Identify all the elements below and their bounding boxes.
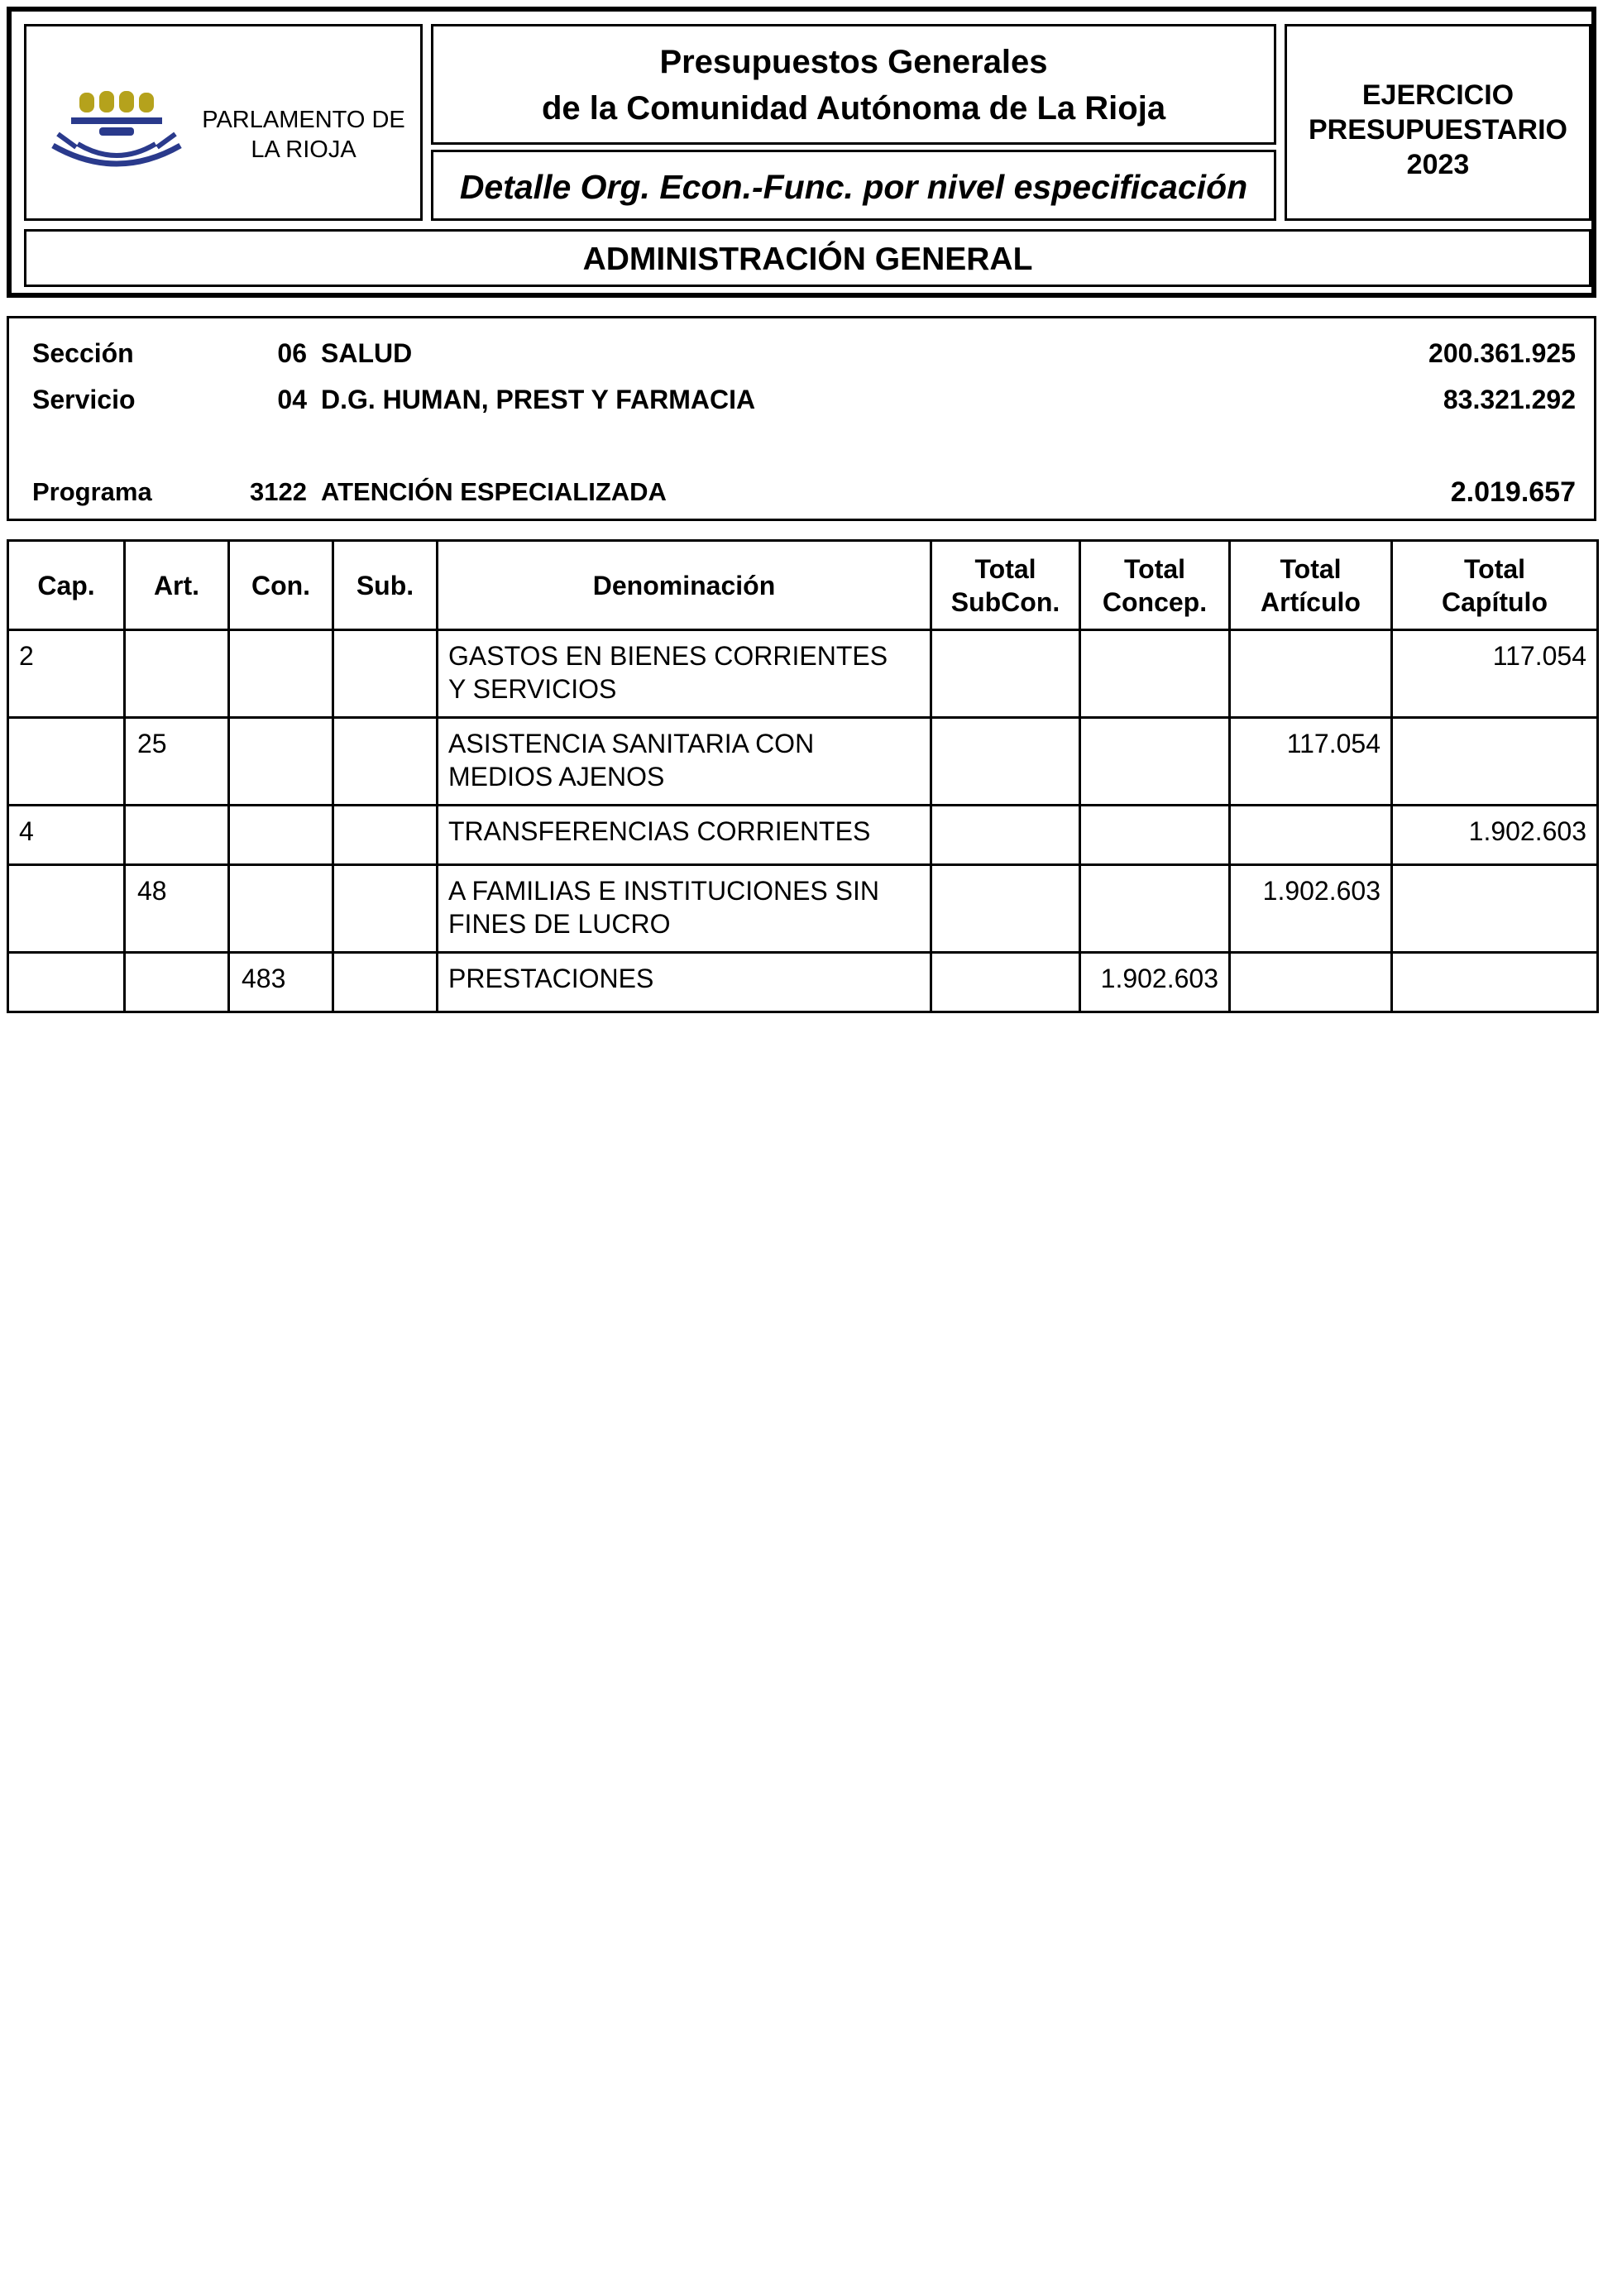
denominacion-line2: FINES DE LUCRO xyxy=(448,909,671,939)
cell-total-articulo xyxy=(1230,953,1392,1012)
denominacion-line2: MEDIOS AJENOS xyxy=(448,762,665,792)
fiscal-year-panel xyxy=(1285,24,1591,221)
servicio-name: D.G. HUMAN, PREST Y FARMACIA xyxy=(321,385,756,414)
title-line1: Presupuestos Generales xyxy=(659,44,1048,80)
cell-sub xyxy=(333,865,438,953)
denominacion-line1: GASTOS EN BIENES CORRIENTES xyxy=(448,641,888,671)
col-header-total-capitulo xyxy=(1392,541,1598,630)
table-row xyxy=(8,806,1598,865)
denominacion-line2: Y SERVICIOS xyxy=(448,674,617,704)
col-header-sub: Sub. xyxy=(333,541,438,630)
seccion-code: 06 xyxy=(277,338,307,368)
col-header-total-capitulo-line1: Total xyxy=(1463,553,1526,584)
servicio-row xyxy=(9,381,1594,418)
cell-con xyxy=(229,806,333,865)
cell-cap: 2 xyxy=(8,630,125,718)
denominacion-line1: PRESTACIONES xyxy=(448,964,654,993)
fiscal-year-value: 2023 xyxy=(1406,149,1470,180)
cell-total-articulo xyxy=(1230,806,1392,865)
cell-denominacion xyxy=(438,806,931,865)
cell-total-capitulo: 117.054 xyxy=(1392,630,1598,718)
col-header-total-articulo-line1: Total xyxy=(1280,553,1342,584)
seccion-row xyxy=(9,335,1594,371)
document-header xyxy=(7,7,1596,298)
col-header-con: Con. xyxy=(229,541,333,630)
table-row xyxy=(8,953,1598,1012)
cell-denominacion xyxy=(438,953,931,1012)
administration-panel xyxy=(24,229,1591,287)
cell-con xyxy=(229,718,333,806)
cell-sub xyxy=(333,953,438,1012)
cell-con: 483 xyxy=(229,953,333,1012)
report-subtitle: Detalle Org. Econ.-Func. por nivel especificación xyxy=(459,168,1248,206)
cell-art xyxy=(125,630,229,718)
seccion-label: Sección xyxy=(32,338,134,368)
col-header-total-concep-line1: Total xyxy=(1123,553,1186,584)
servicio-code: 04 xyxy=(277,385,307,414)
seccion-name: SALUD xyxy=(321,338,413,368)
denominacion-line1: TRANSFERENCIAS CORRIENTES xyxy=(448,816,871,846)
subtitle-panel xyxy=(431,150,1276,221)
title-line2: de la Comunidad Autónoma de La Rioja xyxy=(541,90,1166,127)
servicio-label: Servicio xyxy=(32,385,136,414)
col-header-total-subcon xyxy=(931,541,1080,630)
cell-total-concep: 1.902.603 xyxy=(1080,953,1230,1012)
parliament-name-line1: PARLAMENTO DE xyxy=(202,107,405,133)
cell-total-subcon xyxy=(931,865,1080,953)
administration-title: ADMINISTRACIÓN GENERAL xyxy=(582,242,1033,277)
cell-con xyxy=(229,865,333,953)
cell-total-subcon xyxy=(931,806,1080,865)
cell-total-articulo xyxy=(1230,630,1392,718)
programa-name: ATENCIÓN ESPECIALIZADA xyxy=(321,477,667,506)
cell-denominacion xyxy=(438,630,931,718)
cell-art xyxy=(125,953,229,1012)
col-header-art: Art. xyxy=(125,541,229,630)
col-header-denominacion: Denominación xyxy=(438,541,931,630)
logo-panel xyxy=(24,24,423,221)
budget-table xyxy=(7,539,1599,1013)
cell-total-subcon xyxy=(931,953,1080,1012)
table-row xyxy=(8,630,1598,718)
cell-cap xyxy=(8,865,125,953)
cell-sub xyxy=(333,806,438,865)
fiscal-year-line1: EJERCICIO xyxy=(1361,79,1514,111)
cell-sub xyxy=(333,718,438,806)
table-header-row xyxy=(8,541,1598,630)
col-header-total-concep xyxy=(1080,541,1230,630)
cell-denominacion xyxy=(438,865,931,953)
parliament-name xyxy=(192,105,415,165)
cell-art: 48 xyxy=(125,865,229,953)
cell-total-subcon xyxy=(931,718,1080,806)
cell-art xyxy=(125,806,229,865)
cell-total-capitulo xyxy=(1392,718,1598,806)
programa-row xyxy=(9,474,1594,510)
col-header-total-articulo-line2: Artículo xyxy=(1261,586,1361,617)
parliament-logo-icon xyxy=(50,81,200,180)
programa-amount: 2.019.657 xyxy=(1450,476,1576,508)
title-panel xyxy=(431,24,1276,145)
cell-cap xyxy=(8,953,125,1012)
col-header-total-subcon-line2: SubCon. xyxy=(950,586,1060,617)
cell-art: 25 xyxy=(125,718,229,806)
col-header-total-capitulo-line2: Capítulo xyxy=(1442,586,1548,617)
table-row xyxy=(8,718,1598,806)
denominacion-line1: A FAMILIAS E INSTITUCIONES SIN xyxy=(448,876,879,906)
cell-total-subcon xyxy=(931,630,1080,718)
programa-label: Programa xyxy=(32,477,152,506)
servicio-amount: 83.321.292 xyxy=(1443,385,1576,414)
cell-total-concep xyxy=(1080,865,1230,953)
cell-total-concep xyxy=(1080,806,1230,865)
parliament-name-line2: LA RIOJA xyxy=(251,136,356,163)
cell-total-concep xyxy=(1080,718,1230,806)
col-header-total-subcon-line1: Total xyxy=(974,553,1036,584)
fiscal-year-line2: PRESUPUESTARIO xyxy=(1309,114,1567,146)
section-info xyxy=(7,316,1596,521)
cell-denominacion xyxy=(438,718,931,806)
cell-cap: 4 xyxy=(8,806,125,865)
cell-total-concep xyxy=(1080,630,1230,718)
cell-con xyxy=(229,630,333,718)
table-row xyxy=(8,865,1598,953)
cell-total-capitulo xyxy=(1392,865,1598,953)
col-header-cap: Cap. xyxy=(8,541,125,630)
cell-total-capitulo xyxy=(1392,953,1598,1012)
cell-total-articulo: 117.054 xyxy=(1230,718,1392,806)
seccion-amount: 200.361.925 xyxy=(1428,338,1576,368)
cell-total-articulo: 1.902.603 xyxy=(1230,865,1392,953)
cell-cap xyxy=(8,718,125,806)
col-header-total-articulo xyxy=(1230,541,1392,630)
cell-total-capitulo: 1.902.603 xyxy=(1392,806,1598,865)
cell-sub xyxy=(333,630,438,718)
programa-code: 3122 xyxy=(250,477,307,506)
col-header-total-concep-line2: Concep. xyxy=(1102,586,1208,617)
denominacion-line1: ASISTENCIA SANITARIA CON xyxy=(448,729,815,758)
